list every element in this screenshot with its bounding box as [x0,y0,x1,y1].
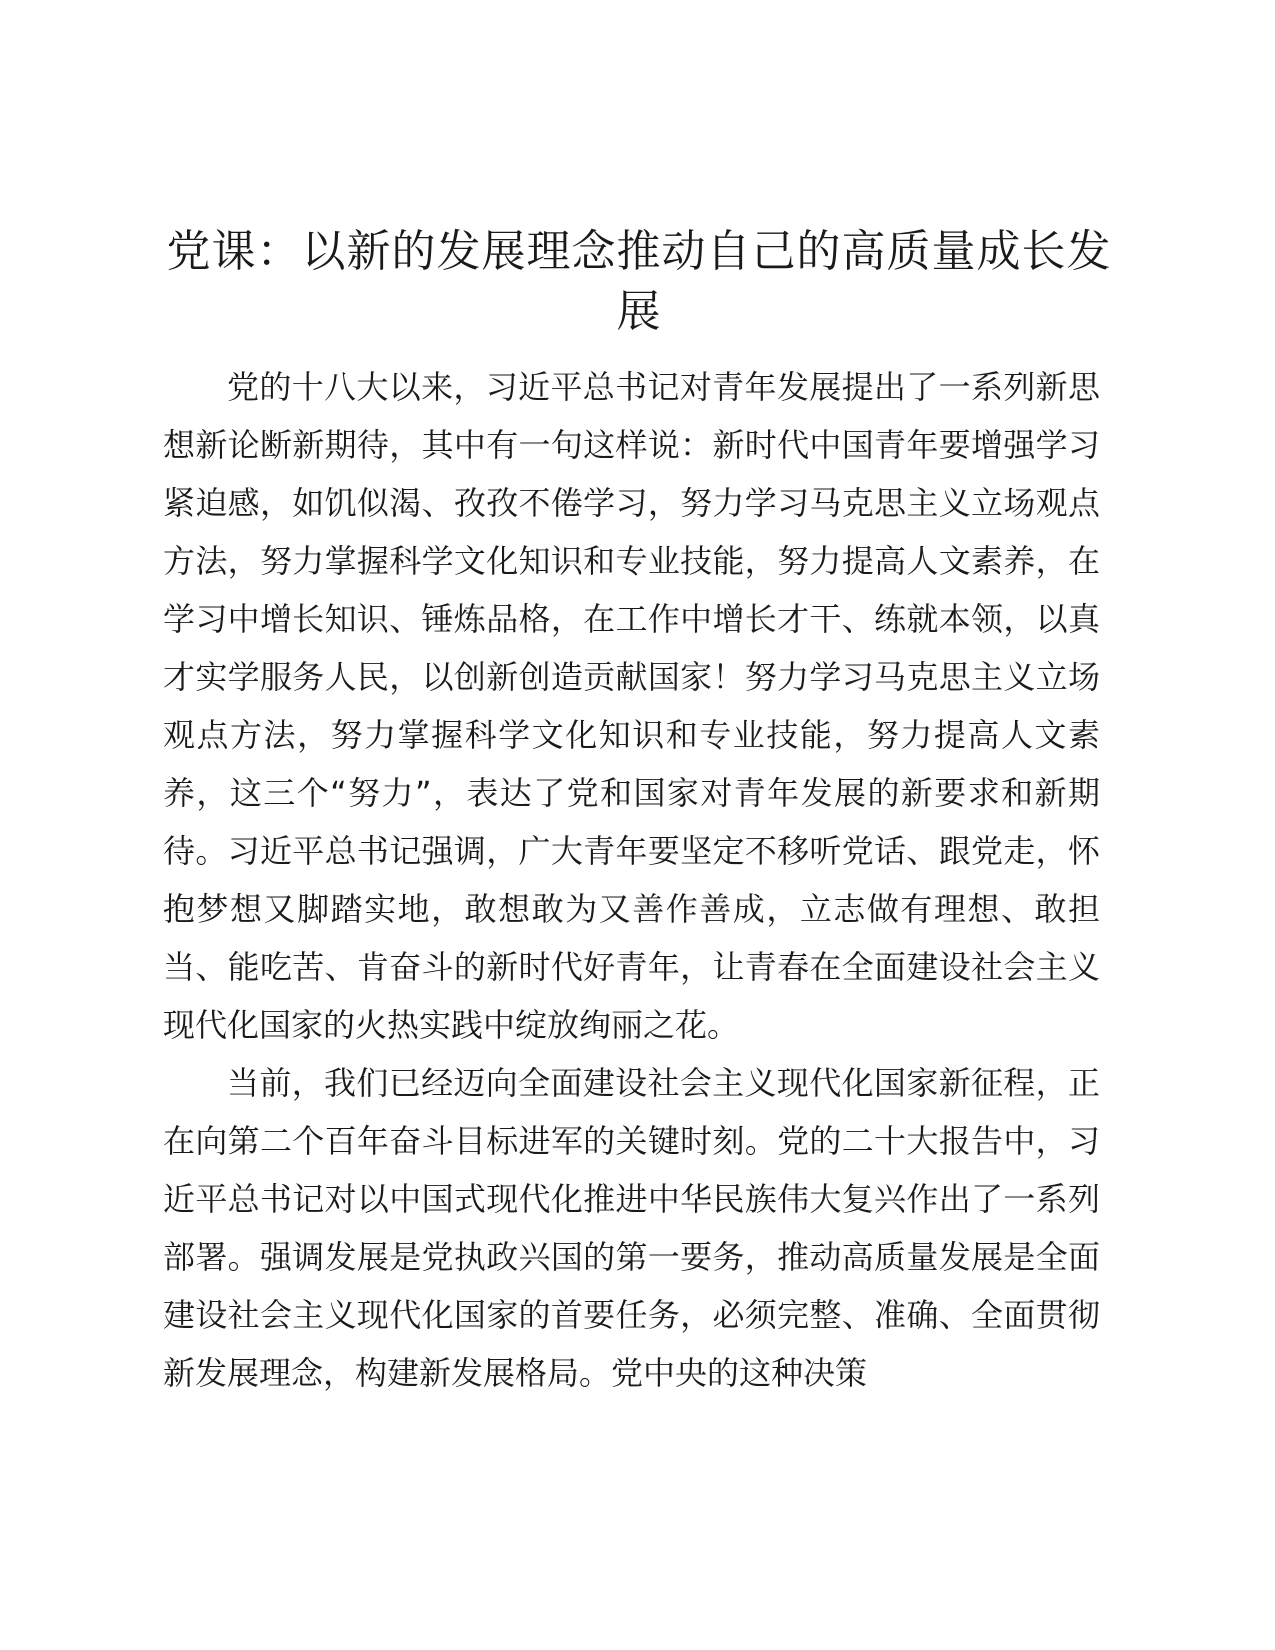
body-paragraph-2: 当前，我们已经迈向全面建设社会主义现代化国家新征程，正在向第二个百年奋斗目标进军的关键时刻。党的二十大报告中，习近平总书记对以中国式现代化推进中华民族伟大复兴作出了一系列部署。强调发展是党执政兴国的第一要务，推动高质量发展是全面建设社会主义现代化国家的首要任务，必须完整、准确、全面贯彻新发展理念，构建新发展格局。党中央的这种决策 [163,1064,1100,1392]
document-body [163,358,1100,1402]
body-paragraph-1: 党的十八大以来，习近平总书记对青年发展提出了一系列新思想新论断新期待，其中有一句这样说：新时代中国青年要增强学习紧迫感，如饥似渴、孜孜不倦学习，努力学习马克思主义立场观点方法，努力掌握科学文化知识和专业技能，努力提高人文素养，在学习中增长知识、锤炼品格，在工作中增长才干、练就本领，以真才实学服务人民，以创新创造贡献国家！努力学习马克思主义立场观点方法，努力掌握科学文化知识和专业技能，努力提高人文素养，这三个“努力”，表达了党和国家对青年发展的新要求和新期待。习近平总书记强调，广大青年要坚定不移听党话、跟党走，怀抱梦想又脚踏实地，敢想敢为又善作善成，立志做有理想、敢担当、能吃苦、肯奋斗的新时代好青年，让青春在全面建设社会主义现代化国家的火热实践中绽放绚丽之花。 [163,368,1100,1044]
document-title: 党课：以新的发展理念推动自己的高质量成长发展 [166,226,1112,337]
